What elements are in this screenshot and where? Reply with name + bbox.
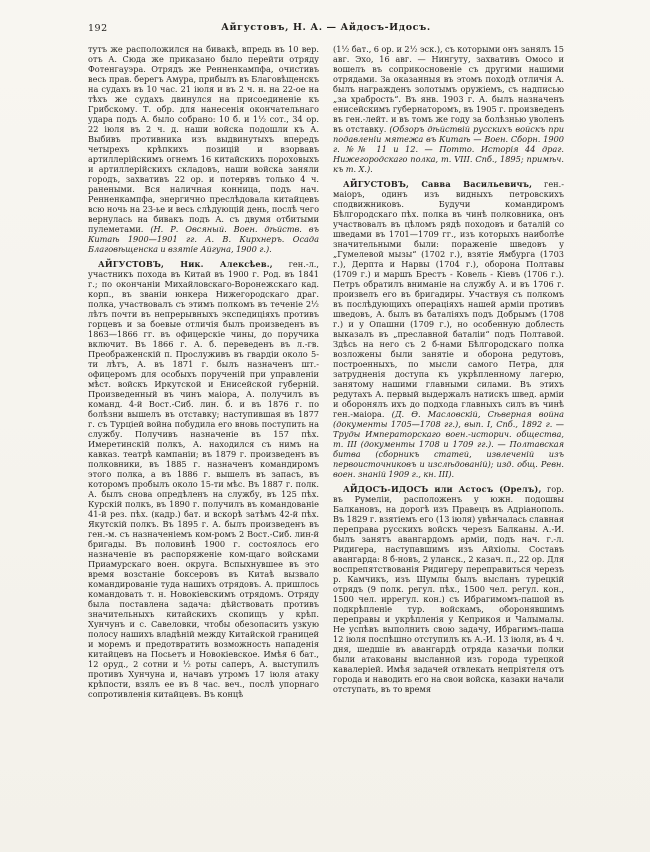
page-content [88,22,564,699]
entry-aydos-idos [333,484,564,694]
left-column [88,44,319,699]
entry-heading: АЙГУСТОВЪ, Савва Васильевичъ, [343,179,533,189]
entry-text: ген.-маіоръ, одинъ изъ видныхъ петровскихъ сподвижниковъ. Будучи командиромъ Бѣлгородскаго пѣх. полка въ чинѣ полковника, онъ участвовалъ въ цѣломъ рядѣ походовъ и баталій со шведами въ 1701—1709 гг., изъ которыхъ наиболѣе значительными были: пораженіе шведовъ у „Гумелевой мызы“ (1702 г.), взятіе Ямбурга (1703 г.), Дерпта и Нарвы (1704 г.), оборона Полтавы (1709 г.) и маршъ Брестъ - Ковель - Кіевъ (1706 г.). Петръ обратилъ вниманіе на службу А. и въ 1706 г. произвелъ его въ бригадиры. Участвуя съ полкомъ въ послѣдующихъ операціяхъ нашей арміи противъ шведовъ, А. былъ въ баталіяхъ подъ Добрымъ (1708 г.) и у Опашни (1709 г.), но особенную доблесть выказалъ въ „преславной баталіи“ подъ Полтавой. Здѣсь на него съ 2 б-нами Бѣлгородскаго полка возложены были занятіе и оборона редутовъ, построенныхъ, по мысли самого Петра, для затрудненія доступа къ укрѣпленному лагерю, занятому нашими главными силами. Въ этихъ редутахъ А. первый выдержалъ натискъ швед. арміи и оборонялъ ихъ до подхода главныхъ силъ въ чинѣ ген.-маіора. [333,179,564,419]
entry-aygustov-nikolay [88,259,319,699]
right-column [333,44,564,699]
entry-text: ген.-л., участникъ похода въ Китай въ 1900 г. Род. въ 1841 г.; по окончаніи Михайловскаго-Воронежскаго кад. корп., въ званіи юнкера Нижегородскаго драг. полка, участвовалъ съ этимъ полкомъ въ теченіе 2½ лѣтъ почти въ непрерывныхъ экспедиціяхъ противъ горцевъ и за боевые отличія былъ произведенъ въ 1863—1866 гг. въ офицерскіе чины, до поручика включит. Въ 1866 г. А. б. переведенъ въ л.-гв. Преображенскій п. Прослуживъ въ гвардіи около 5-ти лѣтъ, А. въ 1871 г. былъ назначенъ шт.-офицеромъ для особыхъ порученій при управленіи мѣст. войскъ Иркутской и Енисейской губерній. Произведенный въ чинъ маіора, А. получилъ въ команд. 4-й Вост.-Сиб. лин. б. и въ 1876 г. по болѣзни вышелъ въ отставку; наступившая въ 1877 г. съ Турціей война побудила его вновь поступить на службу. Получивъ назначеніе въ 157 пѣх. Имеретинскій полкъ, А. находился съ нимъ на кавказ. театрѣ кампаніи; въ 1879 г. произведенъ въ полковники, въ 1885 г. назначенъ командиромъ этого полка, а въ 1886 г. вышелъ въ запасъ, въ которомъ пробылъ около 15-ти мѣс. Въ 1887 г. полк. А. былъ снова опредѣленъ на службу, въ 125 пѣх. Курскій полкъ, въ 1890 г. получилъ въ командованіе 41-й рез. пѣх. (кадр.) бат. и вскорѣ затѣмъ 42-й пѣх. Якутскій полкъ. Въ 1895 г. А. былъ произведенъ въ ген.-м. съ назначеніемъ ком-ромъ 2 Вост.-Сиб. лин-й бригады. Въ половинѣ 1900 г. состоялось его назначеніе въ распоряженіе ком-щаго войсками Приамурскаго воен. округа. Вспыхнувшее въ это время возстаніе боксеровъ въ Китаѣ вызвало командированіе туда нашихъ отрядовъ. А. пришлось командовать т. н. Новокіевскимъ отрядомъ. Отряду была поставлена задача: дѣйствовать противъ значительныхъ китайскихъ скопищъ у крѣп. Хунчунъ и с. Савеловки, чтобы обезопасить узкую полосу нашихъ владѣній между Китайской границей и моремъ и предотвратить возможность нападенія китайцевъ на Посьетъ и Новокіевское. Имѣя 6 бат., 12 оруд., 2 сотни и ½ роты саперъ, А. выступилъ противъ Хунчуна и, начавъ утромъ 17 іюля атаку крѣпости, взялъ ее въ 8 час. веч., послѣ упорнаго сопротивленія китайцевъ. Въ концѣ [88,259,320,699]
entry-aygustov-savva [333,179,564,479]
entry-sources: (Д. Ѳ. Масловскій, Сѣверная война (документы 1705—1708 гг.), вып. I, Спб., 1892 г. — Труды Императорскаго воен.-историч. общества, т. III (документы 1708 и 1709 гг.). — Полтавская битва (сборникъ статей, извлеченій изъ первоисточниковъ и изслѣдованій); изд. общ. Ревн. воен. знаній 1909 г., кн. III). [333,409,564,479]
page-header [88,22,564,38]
entry-heading: АЙГУСТОВЪ, Ник. Алексѣев., [98,259,273,269]
paragraph-sources: (Обзоръ дѣйствій русскихъ войскъ при подавленіи мятежа въ Китаѣ — Воен. Сборн. 1900 г. №№ 11 и 12. — Потто. Исторія 44 драг. Нижегородскаго полка, т. VIII. Спб., 1895; примѣч. къ т. X.). [333,124,564,174]
paragraph-continuation-aigun [88,44,319,254]
text-columns [88,44,564,699]
paragraph-continuation-nikolay [333,44,564,174]
page-number: 192 [88,23,108,34]
entry-heading: АЙДОСЪ-ИДОСЪ или Астосъ (Орелъ), [343,484,542,494]
entry-text: гор. въ Румеліи, расположенъ у южн. подошвы Балкановъ, на дорогѣ изъ Правецъ въ Адріанополь. Въ 1829 г. взятіемъ его (13 іюля) увѣнчалась славная переправа русскихъ войскъ черезъ Балканы. А.-И. былъ занятъ авангардомъ арміи, подъ нач. г.-л. Ридигера, наступавшимъ изъ Айхіолы. Составъ авангарда: 8 б-новъ, 2 уланск., 2 казач. п., 22 ор. Для воспрепятствованія Ридигеру переправиться черезъ р. Камчикъ, изъ Шумлы былъ высланъ турецкій отрядъ (9 полк. регул. пѣх., 1500 чел. регул. кон., 1500 чел. иррегул. кон.) съ Ибрагимомъ-пашой въ подкрѣпленіе тур. войскамъ, оборонявшимъ переправы и укрѣпленія у Кеприкоя и Чалымалы. Не успѣвъ выполнить свою задачу, Ибрагимъ-паша 12 іюля поспѣшно отступилъ къ А.-И. 13 іюля, въ 4 ч. дня, шедшіе въ авангардѣ отряда казачьи полки были атакованы высланной изъ города турецкой кавалеріей. Имѣя задачей отвлекать непріятеля отъ города и наводить его на свои войска, казаки начали отступать, въ то время [333,484,565,694]
running-head: Айгустовъ, Н. А. — Айдосъ-Идосъ. [221,22,431,33]
paragraph-text: тутъ же расположился на бивакѣ, впредь въ 10 вер. отъ А. Сюда же приказано было перейти отряду Фотенгауэра. Отрядъ же Ренненкампфа, очистивъ весь прав. берегъ Амура, прибылъ въ Благовѣщенскъ на судахъ въ 10 час. 21 іюля и въ 2 ч. н. на 22-ое на тѣхъ же судахъ двинулся на присоединеніе къ Грибскому. Т. обр. для нанесенія окончательнаго удара подъ А. было собрано: 10 б. и 1½ сот., 34 ор. 22 іюля въ 2 ч. д. наши войска подошли къ А. Выбивъ противника изъ выдвинутыхъ впередъ четырехъ крѣпкихъ позицій и взорвавъ артиллерійскимъ огнемъ 16 китайскихъ пороховыхъ и артиллерійскихъ складовъ, наши войска заняли городъ, захвативъ 22 ор. и потерявъ только 4 ч. ранеными. Вся наличная конница, подъ нач. Ренненкампфа, энергично преслѣдовала китайцевъ всю ночь на 23-ье и весь слѣдующій день, послѣ чего вернулась на бивакъ подъ А. съ двумя отбитыми пулеметами. [88,44,319,234]
paragraph-text: (1½ бат., 6 ор. и 2½ эск.), съ которыми онъ занялъ 15 авг. Эхо, 16 авг. — Нингуту, захвативъ Омосо и вошелъ въ соприкосновеніе съ другими нашими отрядами. За оказанныя въ этомъ походѣ отличія А. былъ награжденъ золотымъ оружіемъ, съ надписью „за храбрость“. Въ янв. 1903 г. А. былъ назначенъ енисейскимъ губернаторомъ, въ 1905 г. произведенъ въ ген.-лейт. и въ томъ же году за болѣзнью уволенъ въ отставку. [333,44,564,134]
paragraph-sources: (Н. Р. Овсяный. Воен. дѣйств. въ Китаѣ 1900—1901 гг. А. В. Кирхнеръ. Осада Благовѣщенска и взятіе Айгуна, 1900 г.). [88,224,319,254]
